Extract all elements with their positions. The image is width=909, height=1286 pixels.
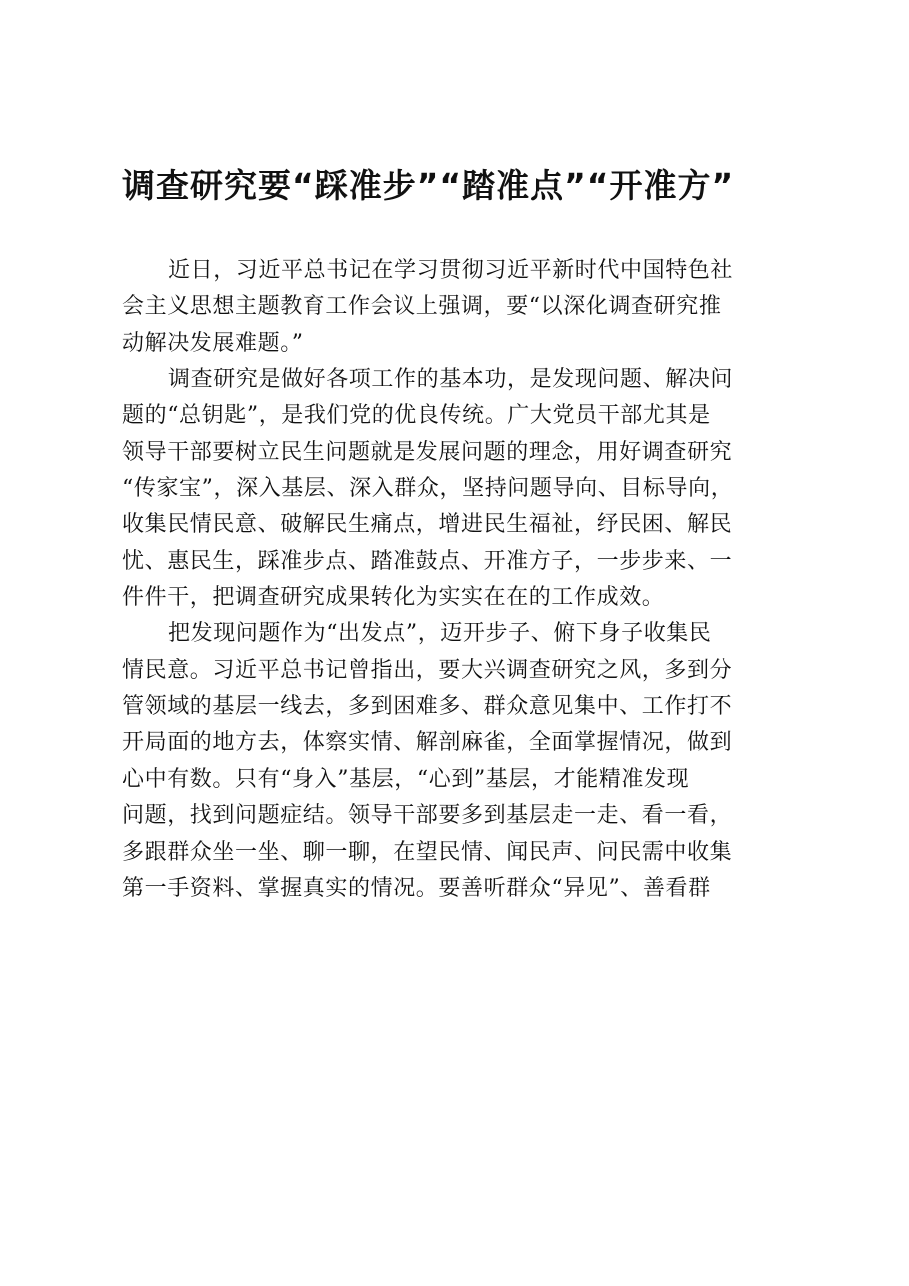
- paragraph-2-line-5: 收集民情民意、破解民生痛点，增进民生福祉，纾民困、解民: [122, 512, 733, 538]
- paragraph-2-line-1: 调查研究是做好各项工作的基本功，是发现问题、解决问: [168, 367, 734, 393]
- paragraph-3-line-4: 开局面的地方去，体察实情、解剖麻雀，全面掌握情况，做到: [122, 730, 733, 756]
- paragraph-1-line-2: 会主义思想主题教育工作会议上强调，要“以深化调查研究推: [122, 294, 722, 320]
- paragraph-2-line-2: 题的“总钥匙”，是我们党的优良传统。广大党员干部尤其是: [122, 403, 711, 429]
- paragraph-2-line-6: 忧、惠民生，踩准步点、踏准鼓点、开准方子，一步步来、一: [122, 548, 733, 574]
- paragraph-3-line-8: 第一手资料、掌握真实的情况。要善听群众“异见”、善看群: [122, 875, 711, 901]
- paragraph-2-line-7: 件件干，把调查研究成果转化为实实在在的工作成效。: [122, 585, 665, 611]
- document-title: 调查研究要“踩准步”“踏准点”“开准方”: [122, 166, 735, 205]
- paragraph-3-line-6: 问题，找到问题症结。领导干部要多到基层走一走、看一看，: [122, 803, 733, 829]
- paragraph-3-line-1: 把发现问题作为“出发点”，迈开步子、俯下身子收集民: [168, 621, 712, 647]
- paragraph-1-line-3: 动解决发展难题。”: [122, 330, 304, 356]
- paragraph-1-line-1: 近日，习近平总书记在学习贯彻习近平新时代中国特色社: [168, 258, 734, 283]
- paragraph-3-line-7: 多跟群众坐一坐、聊一聊，在望民情、闻民声、问民需中收集: [122, 839, 733, 865]
- paragraph-3-line-5: 心中有数。只有“身入”基层，“心到”基层，才能精准发现: [122, 766, 690, 792]
- paragraph-3-line-2: 情民意。习近平总书记曾指出，要大兴调查研究之风，多到分: [122, 657, 733, 683]
- paragraph-2-line-4: “传家宝”，深入基层、深入群众，坚持问题导向、目标导向，: [122, 476, 734, 502]
- paragraph-2-line-3: 领导干部要树立民生问题就是发展问题的理念，用好调查研究: [122, 439, 733, 465]
- document-body: [122, 253, 802, 907]
- paragraph-3-line-3: 管领域的基层一线去，多到困难多、群众意见集中、工作打不: [122, 694, 733, 720]
